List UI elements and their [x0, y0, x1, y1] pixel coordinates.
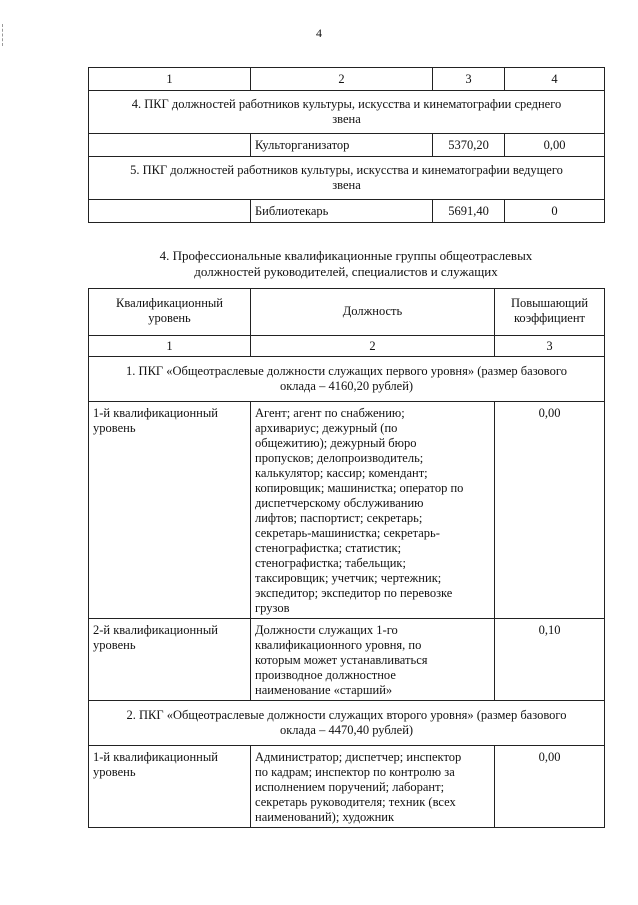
- position-line: таксировщик; учетчик; чертежник;: [255, 571, 442, 585]
- position-line: пропусков; делопроизводитель;: [255, 451, 424, 465]
- group-title-row: [89, 357, 605, 402]
- level-line: 1-й квалификационный: [93, 406, 218, 420]
- position-line: секретарь руководителя; техник (всех: [255, 795, 456, 809]
- level-line: уровень: [93, 765, 136, 779]
- group-title-line: оклада – 4470,40 рублей): [279, 723, 414, 737]
- header-level-line: Квалификационный: [116, 296, 223, 310]
- table-row: [89, 402, 605, 619]
- coefficient-cell: 0,00: [495, 746, 605, 828]
- group-title-line: 2. ПКГ «Общеотраслевые должности служащих второго уровня» (размер базового: [126, 708, 567, 722]
- table-row: [89, 619, 605, 701]
- header-coef-line: коэффициент: [513, 311, 586, 325]
- empty-level-cell: [89, 200, 251, 223]
- table-row: [89, 134, 605, 157]
- position-line: архивариус; дежурный (по: [255, 421, 398, 435]
- group-title-row: [89, 91, 605, 134]
- group-title-line: 5. ПКГ должностей работников культуры, искусства и кинематографии ведущего: [130, 163, 563, 177]
- group-title-line: 4. ПКГ должностей работников культуры, искусства и кинематографии среднего: [131, 97, 562, 111]
- position-line: наименований); художник: [255, 810, 395, 824]
- column-number-row: [89, 336, 605, 357]
- header-coefficient: [495, 289, 605, 336]
- main-table: [88, 288, 605, 828]
- position-cell: [251, 619, 495, 701]
- coefficient-cell: 0,00: [505, 134, 605, 157]
- group-title-row: [89, 701, 605, 746]
- position-line: Должности служащих 1-го: [255, 623, 398, 637]
- position-line: копировщик; машинистка; оператор по: [255, 481, 464, 495]
- header-row: [89, 289, 605, 336]
- header-coef-line: Повышающий: [510, 296, 589, 310]
- position-line: лифтов; паспортист; секретарь;: [255, 511, 423, 525]
- group-title-line: звена: [332, 178, 361, 192]
- header-level-line: уровень: [148, 311, 191, 325]
- position-line: Агент; агент по снабжению;: [255, 406, 405, 420]
- section-heading: [88, 248, 604, 280]
- position-line: стенографистка; статистик;: [255, 541, 402, 555]
- level-cell: [89, 746, 251, 828]
- position-line: исполнением поручений; лаборант;: [255, 780, 445, 794]
- level-line: уровень: [93, 638, 136, 652]
- group-title-line: оклада – 4160,20 рублей): [279, 379, 414, 393]
- position-cell: [251, 746, 495, 828]
- position-line: Администратор; диспетчер; инспектор: [255, 750, 462, 764]
- col-number-cell: 2: [251, 336, 495, 357]
- coefficient-cell: 0,00: [495, 402, 605, 619]
- top-table: [88, 67, 605, 223]
- col-number-cell: 1: [89, 68, 251, 91]
- col-number-cell: 3: [433, 68, 505, 91]
- level-line: уровень: [93, 421, 136, 435]
- coefficient-cell: 0: [505, 200, 605, 223]
- position-line: грузов: [255, 601, 290, 615]
- position-line: диспетчерскому обслуживанию: [255, 496, 424, 510]
- group-title: [89, 91, 605, 134]
- position-line: квалификационного уровня, по: [255, 638, 422, 652]
- position-line: общежитию); дежурный бюро: [255, 436, 417, 450]
- group-title-line: звена: [332, 112, 361, 126]
- position-line: секретарь-машинистка; секретарь-: [255, 526, 440, 540]
- col-number-cell: 2: [251, 68, 433, 91]
- position-cell: [251, 402, 495, 619]
- level-cell: [89, 402, 251, 619]
- header-level: [89, 289, 251, 336]
- group-title: [89, 701, 605, 746]
- position-line: по кадрам; инспектор по контролю за: [255, 765, 455, 779]
- header-position: Должность: [251, 289, 495, 336]
- level-line: 1-й квалификационный: [93, 750, 218, 764]
- position-line: производное должностное: [255, 668, 396, 682]
- position-line: экспедитор; экспедитор по перевозке: [255, 586, 453, 600]
- position-cell: Культорганизатор: [251, 134, 433, 157]
- table-row: [89, 200, 605, 223]
- group-title: [89, 157, 605, 200]
- group-title-line: 1. ПКГ «Общеотраслевые должности служащих первого уровня» (размер базового: [126, 364, 567, 378]
- section-heading-line: должностей руководителей, специалистов и служащих: [194, 264, 498, 279]
- salary-cell: 5370,20: [433, 134, 505, 157]
- section-heading-line: 4. Профессиональные квалификационные группы общеотраслевых: [159, 248, 533, 263]
- col-number-cell: 3: [495, 336, 605, 357]
- position-line: наименование «старший»: [255, 683, 393, 697]
- group-title-row: [89, 157, 605, 200]
- page-number: 4: [316, 26, 322, 40]
- col-number-cell: 1: [89, 336, 251, 357]
- salary-cell: 5691,40: [433, 200, 505, 223]
- empty-level-cell: [89, 134, 251, 157]
- level-line: 2-й квалификационный: [93, 623, 218, 637]
- position-line: калькулятор; кассир; комендант;: [255, 466, 428, 480]
- position-cell: Библиотекарь: [251, 200, 433, 223]
- coefficient-cell: 0,10: [495, 619, 605, 701]
- col-number-cell: 4: [505, 68, 605, 91]
- column-number-row: [89, 68, 605, 91]
- position-line: которым может устанавливаться: [255, 653, 428, 667]
- table-row: [89, 746, 605, 828]
- position-line: стенографистка; табельщик;: [255, 556, 406, 570]
- level-cell: [89, 619, 251, 701]
- group-title: [89, 357, 605, 402]
